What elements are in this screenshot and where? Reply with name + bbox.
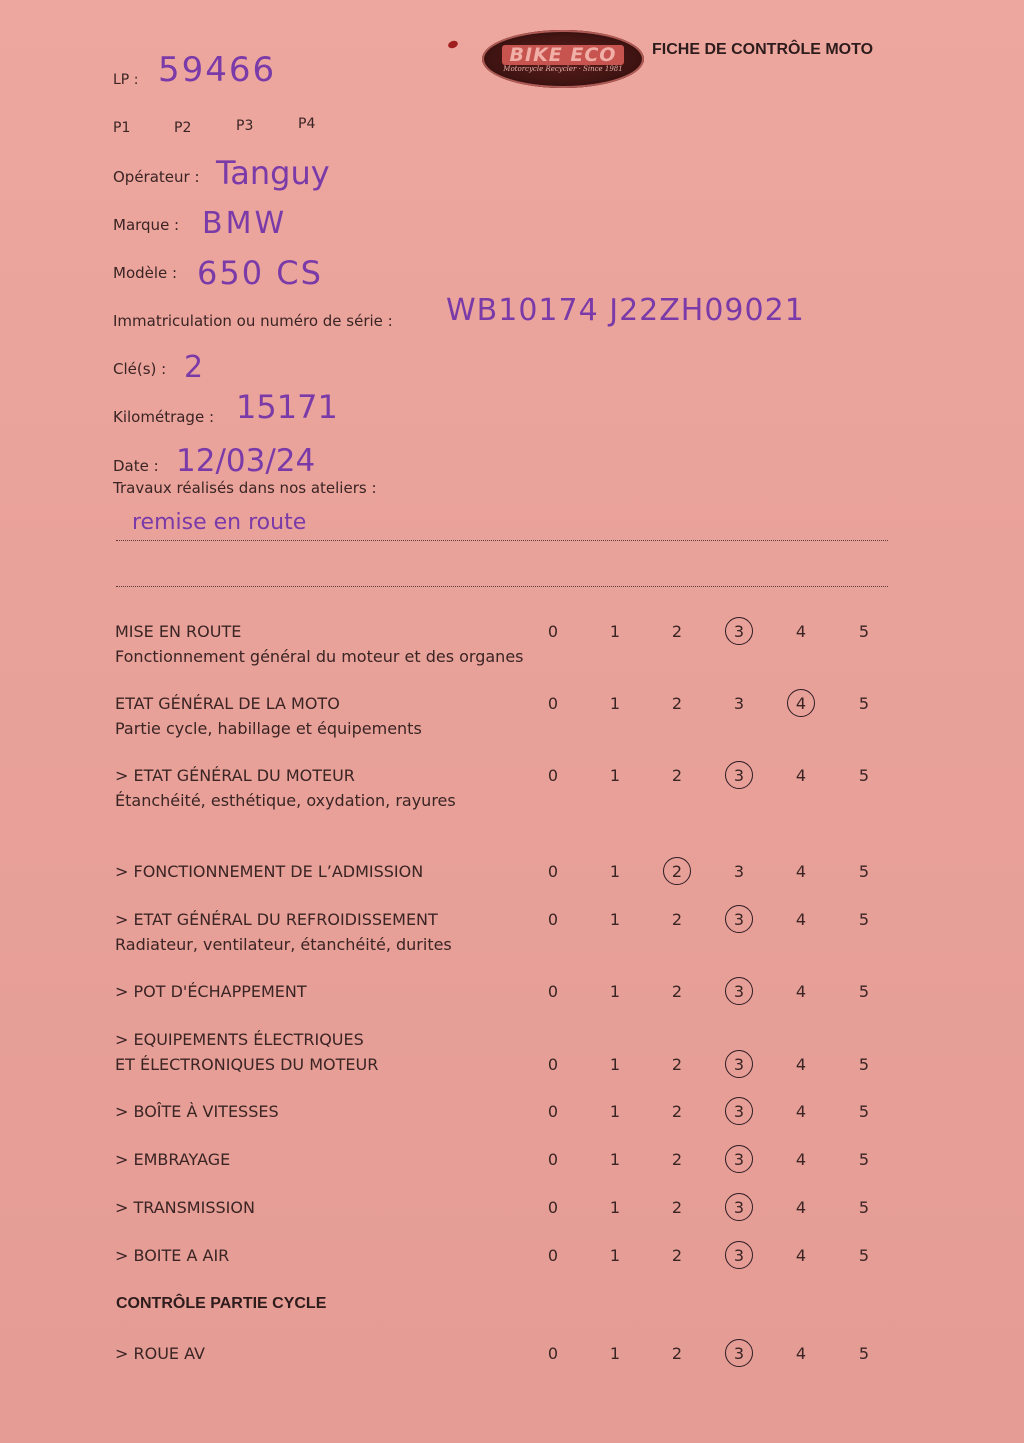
ink-mark (447, 40, 459, 50)
brand-label: Marque : (113, 216, 180, 234)
check-title: > TRANSMISSION (115, 1198, 255, 1217)
check-subtitle: Radiateur, ventilateur, étanchéité, durites (115, 935, 452, 954)
score-option: 2 (671, 982, 683, 1001)
model-label: Modèle : (113, 264, 178, 282)
score-option: 4 (795, 982, 807, 1001)
score-option: 0 (547, 1102, 559, 1121)
check-title: > BOITE A AIR (115, 1246, 230, 1265)
score-option: 4 (795, 1344, 807, 1363)
works-value: remise en route (132, 510, 307, 535)
lp-label: LP : (113, 72, 139, 88)
works-line-1 (116, 540, 888, 541)
score-circled: 3 (724, 982, 754, 1001)
score-option: 1 (609, 622, 621, 641)
check-title: > EMBRAYAGE (115, 1150, 231, 1169)
score-circled: 3 (724, 622, 754, 641)
score-circled: 3 (724, 910, 754, 929)
score-option: 0 (547, 862, 559, 881)
position-p4: P4 (298, 116, 316, 132)
check-title: > BOÎTE À VITESSES (115, 1102, 279, 1121)
keys-value: 2 (184, 350, 204, 385)
score-option: 3 (733, 862, 745, 881)
score-option: 0 (547, 1344, 559, 1363)
document-title: FICHE DE CONTRÔLE MOTO (652, 41, 874, 58)
check-subtitle: Fonctionnement général du moteur et des organes (115, 647, 524, 666)
serial-label: Immatriculation ou numéro de série : (113, 312, 393, 330)
score-option: 4 (795, 1198, 807, 1217)
score-option: 1 (609, 1150, 621, 1169)
position-p2: P2 (174, 120, 192, 136)
check-title: > POT D'ÉCHAPPEMENT (115, 982, 307, 1001)
score-option: 5 (858, 862, 870, 881)
score-option: 1 (609, 694, 621, 713)
score-option: 2 (671, 1150, 683, 1169)
logo-subtext: Motorcycle Recycler · Since 1981 (503, 64, 623, 73)
score-circled: 3 (724, 1150, 754, 1169)
score-option: 2 (671, 766, 683, 785)
score-option: 5 (858, 910, 870, 929)
score-circled: 4 (786, 694, 816, 713)
score-option: 4 (795, 1246, 807, 1265)
score-option: 1 (609, 1246, 621, 1265)
score-circled: 2 (662, 862, 692, 881)
check-title: > ETAT GÉNÉRAL DU REFROIDISSEMENT (115, 910, 438, 929)
check-title: > ETAT GÉNÉRAL DU MOTEUR (115, 766, 355, 785)
score-option: 2 (671, 622, 683, 641)
score-option: 1 (609, 862, 621, 881)
check-title: > FONCTIONNEMENT DE L’ADMISSION (115, 862, 424, 881)
date-value: 12/03/24 (176, 443, 316, 479)
logo-text: BIKE ECO (502, 45, 625, 65)
score-option: 5 (858, 1055, 870, 1074)
score-option: 1 (609, 982, 621, 1001)
works-label: Travaux réalisés dans nos ateliers : (113, 479, 377, 497)
score-circled: 3 (724, 1102, 754, 1121)
score-option: 1 (609, 1055, 621, 1074)
score-option: 4 (795, 1102, 807, 1121)
mileage-label: Kilométrage : (113, 408, 215, 426)
score-option: 2 (671, 1246, 683, 1265)
score-option: 5 (858, 1246, 870, 1265)
score-circled: 3 (724, 1344, 754, 1363)
score-option: 2 (671, 1055, 683, 1074)
score-circled: 3 (724, 1055, 754, 1074)
score-option: 0 (547, 910, 559, 929)
score-option: 5 (858, 694, 870, 713)
score-option: 5 (858, 1344, 870, 1363)
score-option: 1 (609, 766, 621, 785)
check-title: > ROUE AV (115, 1344, 205, 1363)
score-option: 1 (609, 1198, 621, 1217)
score-option: 0 (547, 1198, 559, 1217)
score-option: 5 (858, 1102, 870, 1121)
score-option: 3 (733, 694, 745, 713)
score-circled: 3 (724, 1246, 754, 1265)
score-option: 4 (795, 1150, 807, 1169)
model-value: 650 CS (197, 254, 323, 292)
score-option: 2 (671, 1102, 683, 1121)
date-label: Date : (113, 457, 159, 475)
score-option: 4 (795, 1055, 807, 1074)
score-option: 0 (547, 1150, 559, 1169)
score-option: 2 (671, 694, 683, 713)
score-option: 0 (547, 982, 559, 1001)
score-option: 1 (609, 1102, 621, 1121)
score-option: 2 (671, 1344, 683, 1363)
score-option: 0 (547, 622, 559, 641)
score-option: 1 (609, 1344, 621, 1363)
score-option: 0 (547, 694, 559, 713)
score-option: 0 (547, 1246, 559, 1265)
works-line-2 (116, 586, 888, 587)
score-circled: 3 (724, 766, 754, 785)
check-title: MISE EN ROUTE (115, 622, 242, 641)
mileage-value: 15171 (236, 388, 338, 426)
check-title: ETAT GÉNÉRAL DE LA MOTO (115, 694, 340, 713)
score-option: 2 (671, 910, 683, 929)
score-option: 0 (547, 1055, 559, 1074)
score-option: 2 (671, 1198, 683, 1217)
score-option: 4 (795, 862, 807, 881)
operator-label: Opérateur : (113, 168, 200, 186)
serial-value: WB10174 J22ZH09021 (446, 293, 805, 328)
cycle-section-heading: CONTRÔLE PARTIE CYCLE (116, 1295, 327, 1312)
score-option: 4 (795, 766, 807, 785)
score-option: 5 (858, 1150, 870, 1169)
check-subtitle: Étanchéité, esthétique, oxydation, rayures (115, 791, 456, 810)
score-option: 4 (795, 622, 807, 641)
position-p3: P3 (236, 118, 254, 134)
score-option: 5 (858, 766, 870, 785)
check-title: > EQUIPEMENTS ÉLECTRIQUES (115, 1030, 364, 1049)
score-option: 5 (858, 982, 870, 1001)
operator-value: Tanguy (216, 154, 330, 192)
score-option: 4 (795, 910, 807, 929)
position-p1: P1 (113, 120, 131, 136)
score-option: 0 (547, 766, 559, 785)
bike-eco-logo (482, 30, 644, 88)
score-option: 1 (609, 910, 621, 929)
score-option: 5 (858, 622, 870, 641)
score-circled: 3 (724, 1198, 754, 1217)
check-subtitle: ET ÉLECTRONIQUES DU MOTEUR (115, 1055, 379, 1074)
keys-label: Clé(s) : (113, 360, 167, 378)
check-subtitle: Partie cycle, habillage et équipements (115, 719, 422, 738)
brand-value: BMW (202, 206, 288, 241)
lp-value: 59466 (158, 50, 277, 90)
score-option: 5 (858, 1198, 870, 1217)
